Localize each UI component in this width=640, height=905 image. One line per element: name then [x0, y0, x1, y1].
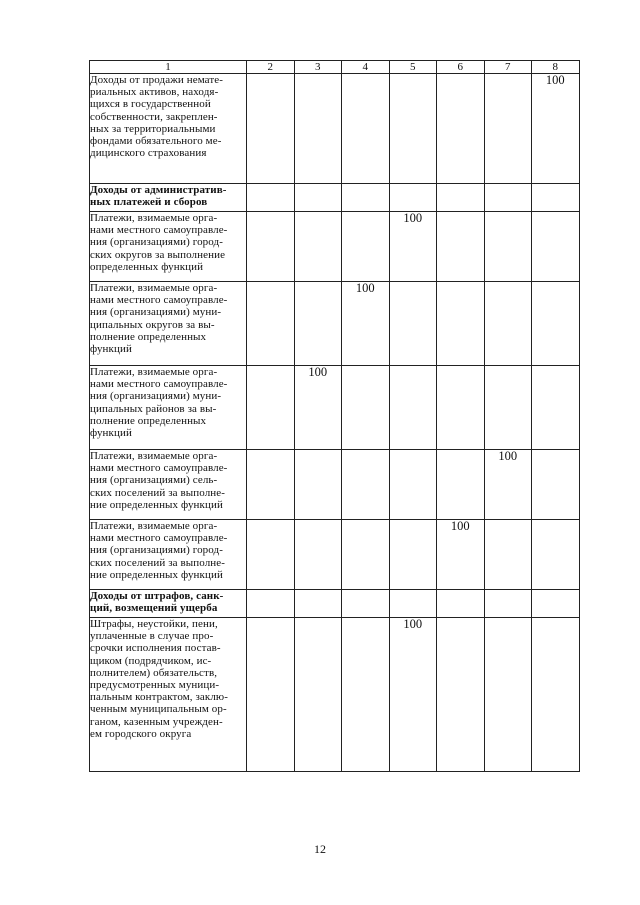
column-header: 6: [437, 61, 485, 74]
section-row: [90, 590, 580, 618]
value-cell: [484, 212, 532, 282]
value-cell: [484, 366, 532, 450]
value-cell: [437, 450, 485, 520]
row-description: Платежи, взимаемые орга- нами местного самоуправле- ния (организациями) город- ских округов за выполнение определенных функций: [90, 212, 247, 282]
value-cell: [389, 520, 437, 590]
value-cell: 100: [389, 618, 437, 772]
value-cell: [437, 282, 485, 366]
table-row: [90, 618, 580, 772]
value-cell: [437, 184, 485, 212]
value-cell: [389, 450, 437, 520]
column-header: 5: [389, 61, 437, 74]
column-header: 8: [532, 61, 580, 74]
value-cell: [342, 212, 390, 282]
value-cell: [342, 450, 390, 520]
section-title: Доходы от штрафов, санк- ций, возмещений ущерба: [90, 590, 247, 618]
value-cell: [484, 520, 532, 590]
value-cell: [294, 450, 342, 520]
value-cell: [342, 74, 390, 184]
table-row: [90, 450, 580, 520]
column-header: 7: [484, 61, 532, 74]
column-header: 2: [247, 61, 295, 74]
row-description: Платежи, взимаемые орга- нами местного самоуправле- ния (организациями) сель- ских поселений за выполне- ние определенных функций: [90, 450, 247, 520]
value-cell: [294, 184, 342, 212]
section-title: Доходы от административ- ных платежей и сборов: [90, 184, 247, 212]
value-cell: [484, 184, 532, 212]
section-row: [90, 184, 580, 212]
row-description: Платежи, взимаемые орга- нами местного самоуправле- ния (организациями) муни- ципальных округов за вы- полнение определенных функций: [90, 282, 247, 366]
value-cell: [532, 184, 580, 212]
value-cell: [247, 520, 295, 590]
column-header: 1: [90, 61, 247, 74]
value-cell: [247, 212, 295, 282]
table-header-row: [90, 61, 580, 74]
value-cell: [389, 282, 437, 366]
revenue-distribution-table: [89, 60, 580, 772]
value-cell: [532, 520, 580, 590]
value-cell: [294, 618, 342, 772]
value-cell: 100: [532, 74, 580, 184]
table-row: [90, 520, 580, 590]
value-cell: [437, 590, 485, 618]
value-cell: [294, 520, 342, 590]
value-cell: [342, 366, 390, 450]
value-cell: [389, 184, 437, 212]
value-cell: [247, 184, 295, 212]
value-cell: [532, 590, 580, 618]
value-cell: [437, 74, 485, 184]
value-cell: 100: [342, 282, 390, 366]
value-cell: 100: [484, 450, 532, 520]
value-cell: [247, 450, 295, 520]
value-cell: [437, 212, 485, 282]
value-cell: [294, 74, 342, 184]
value-cell: 100: [294, 366, 342, 450]
value-cell: [484, 590, 532, 618]
value-cell: [294, 282, 342, 366]
value-cell: [342, 590, 390, 618]
row-description: Доходы от продажи немате- риальных активов, находя- щихся в государственной собственности, закреплен- ных за территориальными фондами обязательного ме- дицинского страхования: [90, 74, 247, 184]
value-cell: [532, 618, 580, 772]
value-cell: [389, 590, 437, 618]
row-description: Штрафы, неустойки, пени, уплаченные в случае про- срочки исполнения постав- щиком (подрядчиком, ис- полнителем) обязательств, предусмотренных муници- пальным контрактом, заклю- ченным муниципальным ор- ганом, казенным учрежден- ем городского округа: [90, 618, 247, 772]
value-cell: [532, 282, 580, 366]
value-cell: [484, 618, 532, 772]
value-cell: [342, 184, 390, 212]
value-cell: [294, 590, 342, 618]
row-description: Платежи, взимаемые орга- нами местного самоуправле- ния (организациями) город- ских поселений за выполне- ние определенных функций: [90, 520, 247, 590]
value-cell: [247, 282, 295, 366]
value-cell: [247, 590, 295, 618]
value-cell: [484, 74, 532, 184]
value-cell: [389, 74, 437, 184]
value-cell: [437, 618, 485, 772]
value-cell: [437, 366, 485, 450]
value-cell: [294, 212, 342, 282]
value-cell: [342, 618, 390, 772]
page-number: 12: [314, 842, 326, 856]
value-cell: [484, 282, 532, 366]
table-row: [90, 74, 580, 184]
table-row: [90, 366, 580, 450]
value-cell: [247, 366, 295, 450]
table-row: [90, 282, 580, 366]
table-body: [90, 74, 580, 772]
table-row: [90, 212, 580, 282]
value-cell: [532, 212, 580, 282]
value-cell: [247, 74, 295, 184]
value-cell: [389, 366, 437, 450]
column-header: 3: [294, 61, 342, 74]
value-cell: [342, 520, 390, 590]
value-cell: [247, 618, 295, 772]
row-description: Платежи, взимаемые орга- нами местного самоуправле- ния (организациями) муни- ципальных районов за вы- полнение определенных функций: [90, 366, 247, 450]
value-cell: 100: [389, 212, 437, 282]
value-cell: [532, 366, 580, 450]
column-header: 4: [342, 61, 390, 74]
value-cell: [532, 450, 580, 520]
value-cell: 100: [437, 520, 485, 590]
